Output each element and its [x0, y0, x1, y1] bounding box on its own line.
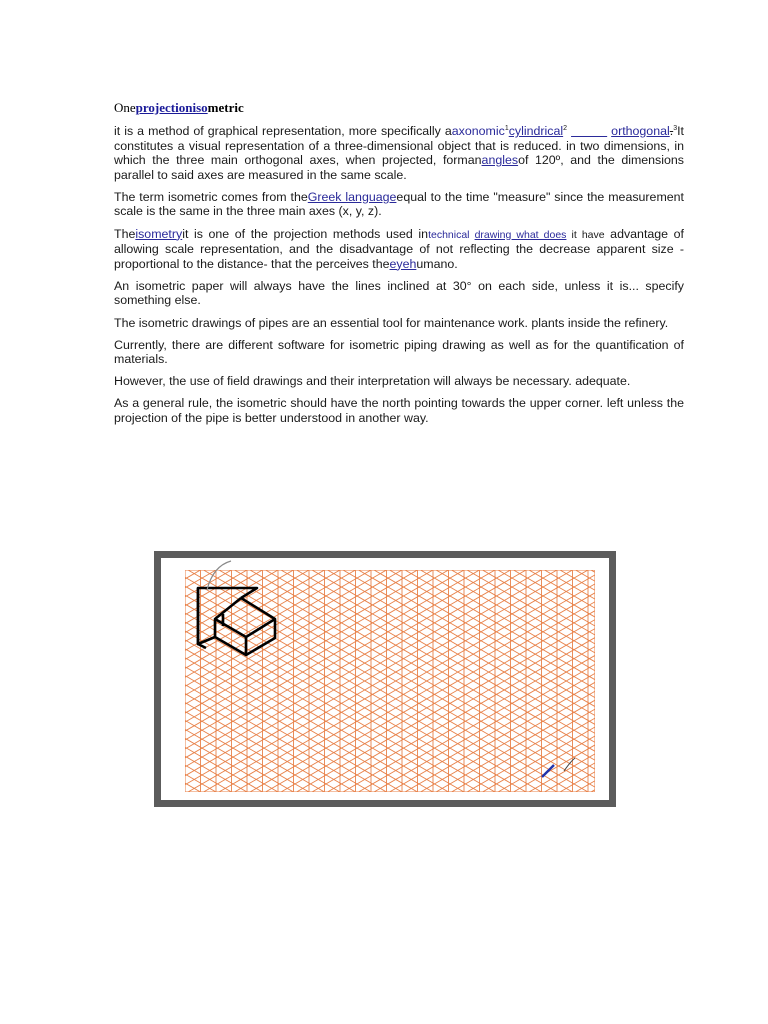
- grid-diagonal-up-line: [161, 570, 324, 792]
- title-link-projection[interactable]: projectioniso: [135, 100, 208, 115]
- p1-text-1: it is a method of graphical representation, more specifically a: [114, 124, 452, 138]
- link-drawing[interactable]: drawing what does: [474, 228, 567, 241]
- link-isometry[interactable]: isometry: [135, 226, 183, 241]
- grid-diagonal-down-line: [591, 570, 609, 792]
- p3-text-1: The: [114, 226, 136, 241]
- link-axonomic[interactable]: axonomic: [451, 124, 505, 138]
- grid-diagonal-down-line: [312, 570, 609, 792]
- grid-diagonal-down-line: [343, 570, 609, 792]
- p2-text-2: equal to the time "measure" since the measurement scale is the same in the three main axes (x, y, z).: [114, 189, 684, 219]
- p3-text-3: advantage of allowing scale representation, and the disadvantage of not reflecting the decrease apparent size -proportional to the distance- that the perceives the: [114, 226, 684, 271]
- paragraph-field-drawings: However, the use of field drawings and their interpretation will always be necessary. adequate.: [114, 374, 631, 389]
- grid-diagonal-down-line: [281, 570, 609, 792]
- link-cylindrical[interactable]: cylindrical: [508, 124, 564, 138]
- isometric-grid: [161, 570, 609, 792]
- isometric-paper-canvas: [161, 558, 609, 800]
- link-eye[interactable]: eyeh: [389, 256, 417, 271]
- p1-text-2: It constitutes a visual representation of a three-dimensional object that is reduced. in two dimensions, in which the three main orthogonal axes, when projected, forman: [114, 124, 684, 168]
- strike-period: .: [669, 124, 674, 138]
- grid-diagonal-up-line: [161, 570, 293, 792]
- link-blank[interactable]: [571, 124, 607, 138]
- title-prefix: One: [114, 100, 136, 115]
- grid-diagonal-up-line: [161, 570, 185, 792]
- p2-text-1: The term isometric comes from the: [114, 189, 308, 204]
- document-title: [114, 100, 244, 116]
- grid-diagonal-up-line: [281, 570, 609, 792]
- grid-diagonal-down-line: [560, 570, 609, 792]
- grid-diagonal-up-line: [560, 570, 609, 792]
- p3-text-2: it is one of the projection methods used in: [182, 226, 429, 241]
- isometric-paper-figure: [154, 551, 616, 807]
- grid-diagonal-up-line: [343, 570, 609, 792]
- footnote-3[interactable]: 3: [673, 124, 678, 132]
- grid-diagonal-up-line: [405, 570, 609, 792]
- paragraph-etymology: [114, 190, 684, 219]
- footnote-1[interactable]: 1: [504, 124, 509, 132]
- grid-diagonal-down-line: [161, 570, 185, 792]
- p3-text-4: umano.: [416, 256, 458, 271]
- p3-small-1: technical: [428, 228, 475, 241]
- link-angles[interactable]: angles: [481, 153, 519, 168]
- link-greek-language[interactable]: Greek language: [307, 189, 397, 204]
- link-orthogonal[interactable]: orthogonal: [611, 124, 670, 138]
- p3-small-2: it have: [566, 228, 605, 241]
- grid-diagonal-up-line: [591, 570, 609, 792]
- title-suffix: metric: [207, 100, 244, 115]
- grid-diagonal-down-line: [161, 570, 324, 792]
- paragraph-north-rule: As a general rule, the isometric should have the north pointing towards the upper corner. left unless the projection of the pipe is better understood in another way.: [114, 396, 684, 425]
- footnote-2[interactable]: 2: [563, 124, 568, 132]
- grid-diagonal-up-line: [606, 570, 609, 792]
- grid-diagonal-down-line: [161, 570, 386, 792]
- grid-diagonal-up-line: [312, 570, 609, 792]
- grid-diagonal-down-line: [161, 570, 170, 792]
- p1-text-3: of 120º, and the dimensions parallel to said axes are measured in the same scale.: [114, 153, 684, 182]
- grid-diagonal-up-line: [161, 570, 170, 792]
- paragraph-software: Currently, there are different software for isometric piping drawing as well as for the quantification of materials.: [114, 337, 684, 367]
- isometric-grid-drawing: [161, 558, 609, 800]
- grid-diagonal-down-line: [606, 570, 609, 792]
- grid-diagonal-down-line: [405, 570, 609, 792]
- paragraph-definition: [114, 124, 684, 182]
- paragraph-isometric-paper: An isometric paper will always have the lines inclined at 30° on each side, unless it is... specify something else.: [114, 278, 684, 308]
- paragraph-pipe-drawings: The isometric drawings of pipes are an essential tool for maintenance work. plants inside the refinery.: [114, 315, 669, 330]
- paragraph-isometry: [114, 227, 684, 272]
- grid-diagonal-down-line: [161, 570, 293, 792]
- document-body: [114, 124, 684, 433]
